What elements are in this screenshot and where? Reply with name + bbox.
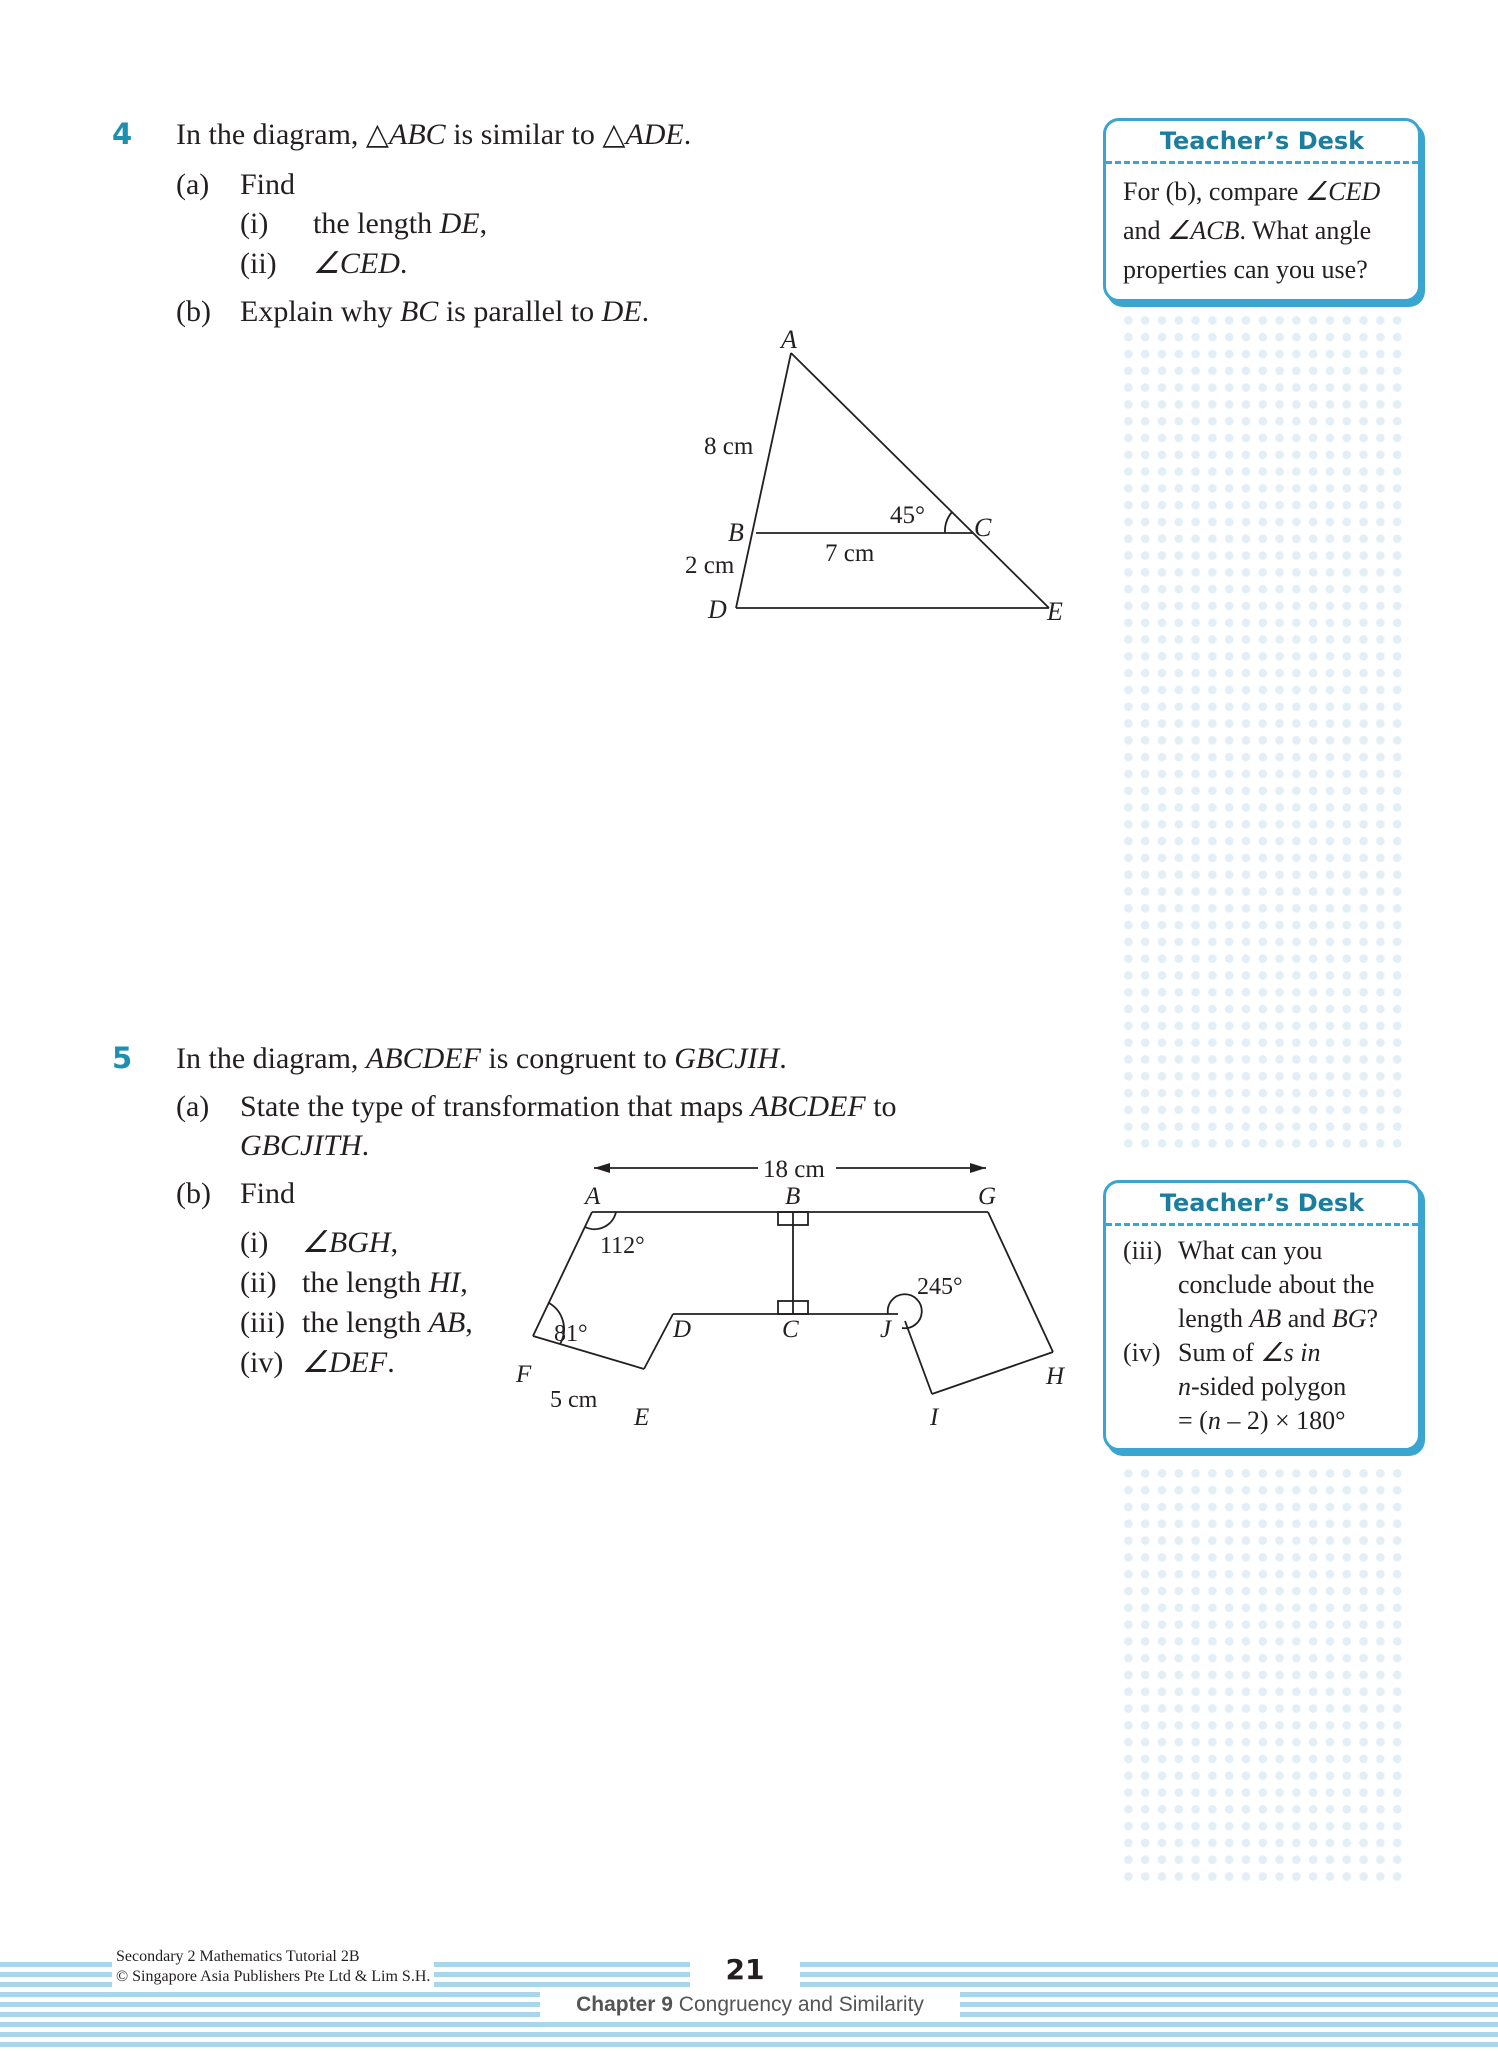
stem-text: is congruent to (480, 1042, 675, 1075)
chapter-label: Chapter 9 (576, 1993, 673, 2016)
vertex-label-i: I (930, 1404, 939, 1431)
vertex-label-e: E (1047, 597, 1063, 626)
part-text: , (390, 1226, 399, 1259)
note-line (1178, 1404, 1346, 1438)
tip-text: – 2) × 180° (1220, 1406, 1346, 1435)
question-5-stem (176, 1044, 787, 1074)
sidebar-dot-pattern-top (1120, 312, 1402, 1150)
tip-var: ∠CED (1304, 177, 1381, 206)
question-4a-ii-label: (ii) (240, 247, 277, 280)
vertex-label-j: J (880, 1316, 892, 1343)
question-5b-i-text (302, 1228, 398, 1258)
question-5b-i-label: (i) (240, 1226, 269, 1259)
stem-var: GBCJIH (674, 1042, 780, 1075)
note-label: (iv) (1123, 1338, 1161, 1367)
note-line: conclude about the (1178, 1270, 1375, 1299)
page-number: 21 (690, 1951, 800, 1989)
angle-f-label: 81° (554, 1321, 588, 1347)
part-text: . (361, 1129, 370, 1162)
edge-gh (988, 1212, 1053, 1352)
part-text: Explain why (240, 295, 400, 328)
question-5a-label: (a) (176, 1090, 210, 1123)
vertex-label-a: A (781, 325, 797, 354)
question-4a-i-label: (i) (240, 207, 269, 240)
stem-text: . (779, 1042, 787, 1075)
edge-ed (644, 1314, 673, 1369)
question-5b-iv-text (302, 1348, 395, 1378)
part-text: , (479, 207, 488, 240)
length-bd: 2 cm (685, 552, 735, 579)
stem-text: . (683, 118, 692, 151)
tip-text: Sum of (1178, 1338, 1261, 1367)
stem-text: In the diagram, (176, 1042, 366, 1075)
angle-c-label: 45° (890, 502, 925, 529)
length-ab: 8 cm (704, 433, 754, 460)
tip-var: n (1178, 1372, 1191, 1401)
part-text: the length (313, 207, 440, 240)
edge-fe (533, 1336, 644, 1369)
teachers-desk-note-iii (1123, 1234, 1408, 1336)
part-text: , (460, 1266, 468, 1299)
chapter-heading (540, 1990, 960, 2020)
tip-text: = ( (1178, 1406, 1208, 1435)
note-line (1178, 1370, 1346, 1404)
tip-text: -sided polygon (1191, 1372, 1347, 1401)
teachers-desk-box-1 (1103, 118, 1421, 302)
part-var: GBCJITH (240, 1129, 362, 1162)
teachers-desk-box-2 (1103, 1180, 1421, 1451)
part-var: HI (428, 1266, 461, 1299)
note-label: (iii) (1123, 1236, 1162, 1265)
part-text: State the type of transformation that maps (240, 1090, 751, 1123)
angle-arc-a (585, 1212, 616, 1229)
footer-book-title: Secondary 2 Mathematics Tutorial 2B (116, 1948, 360, 1965)
question-5-number: 5 (112, 1041, 133, 1075)
vertex-label-e: E (634, 1404, 650, 1431)
teachers-desk-title: Teacher’s Desk (1106, 121, 1418, 164)
question-4a-ii-text (313, 249, 407, 279)
tip-var: BG (1331, 1304, 1367, 1333)
tip-text: and (1123, 216, 1168, 245)
part-var: ∠BGH (302, 1226, 391, 1259)
length-fe: 5 cm (550, 1387, 598, 1413)
footer-credits (112, 1947, 434, 1989)
angle-arc-c (945, 512, 952, 533)
tip-text: length (1178, 1304, 1250, 1333)
question-4a-text: Find (240, 168, 296, 201)
angle-j-label: 245° (917, 1274, 963, 1300)
tip-var: ∠ACB (1167, 216, 1240, 245)
question-5b-iv-label: (iv) (240, 1346, 284, 1379)
question-5b-iii-text (302, 1308, 473, 1338)
part-text: . (387, 1346, 395, 1379)
question-5b-ii-text (302, 1268, 468, 1298)
teachers-desk-line: properties can you use? (1123, 255, 1368, 284)
question-4-number: 4 (112, 117, 133, 151)
line-ae (791, 353, 1049, 608)
part-text: to (865, 1090, 897, 1123)
edge-ij (905, 1321, 932, 1394)
part-var: ∠CED (313, 247, 400, 280)
stem-var: ABC (389, 118, 446, 151)
tip-var: n (1207, 1406, 1221, 1435)
note-line (1178, 1302, 1378, 1336)
vertex-label-a: A (585, 1183, 601, 1210)
teachers-desk-line (1123, 172, 1408, 211)
part-var: AB (428, 1306, 466, 1339)
edge-hi (932, 1352, 1053, 1394)
stem-text: is similar to △ (445, 118, 626, 151)
tip-var: AB (1249, 1304, 1282, 1333)
triangle-diagram (660, 320, 1100, 630)
question-5b-text: Find (240, 1177, 296, 1210)
question-4-stem (176, 120, 691, 150)
part-text: the length (302, 1266, 429, 1299)
vertex-label-d: D (673, 1316, 692, 1343)
part-var: ∠DEF (302, 1346, 388, 1379)
part-text: . (641, 295, 650, 328)
arrowhead-left (594, 1163, 610, 1173)
tip-text: ? (1366, 1304, 1379, 1333)
vertex-label-c: C (782, 1316, 799, 1343)
question-4b-label: (b) (176, 295, 211, 328)
part-text: . (399, 247, 408, 280)
stem-var: ABCDEF (365, 1042, 481, 1075)
part-text: , (465, 1306, 473, 1339)
sidebar-dot-pattern-bottom (1120, 1465, 1402, 1885)
dimension-label: 18 cm (763, 1156, 825, 1183)
part-var: DE (439, 207, 480, 240)
stem-var: ADE (625, 118, 684, 151)
note-text (1178, 1234, 1378, 1336)
teachers-desk-title: Teacher’s Desk (1106, 1183, 1418, 1226)
teachers-desk-body (1106, 1226, 1418, 1448)
footer-copyright: © Singapore Asia Publishers Pte Ltd & Lim S.H. (116, 1968, 431, 1985)
teachers-desk-note-iv (1123, 1336, 1408, 1438)
line-ad (736, 353, 791, 608)
part-text: the length (302, 1306, 429, 1339)
arrowhead-right (970, 1163, 986, 1173)
part-text: is parallel to (438, 295, 602, 328)
chapter-title: Congruency and Similarity (678, 1993, 924, 2016)
tip-text: and (1281, 1304, 1332, 1333)
note-line (1178, 1336, 1346, 1370)
teachers-desk-line (1123, 211, 1408, 250)
question-5b-label: (b) (176, 1177, 211, 1210)
teachers-desk-body (1106, 164, 1418, 299)
vertex-label-d: D (708, 595, 727, 624)
vertex-label-f: F (516, 1361, 532, 1388)
part-var: BC (399, 295, 439, 328)
question-5a-text-line2 (240, 1131, 369, 1161)
tip-text: . What angle (1239, 216, 1372, 245)
part-var: ABCDEF (750, 1090, 866, 1123)
note-line: What can you (1178, 1236, 1323, 1265)
vertex-label-h: H (1046, 1363, 1065, 1390)
vertex-label-b: B (785, 1183, 801, 1210)
question-4b-text (240, 297, 649, 327)
tip-var: ∠s in (1260, 1338, 1321, 1367)
stem-text: In the diagram, △ (176, 118, 390, 151)
vertex-label-c: C (974, 513, 992, 542)
tip-text: For (b), compare (1123, 177, 1305, 206)
angle-a-label: 112° (600, 1233, 645, 1259)
vertex-label-b: B (728, 518, 744, 547)
note-text (1178, 1336, 1346, 1438)
question-4a-i-text (313, 209, 487, 239)
length-bc: 7 cm (825, 540, 875, 567)
polygon-diagram (510, 1150, 1080, 1440)
vertex-label-g: G (978, 1183, 997, 1210)
question-5b-ii-label: (ii) (240, 1266, 277, 1299)
question-4a-label: (a) (176, 168, 210, 201)
question-5a-text (240, 1092, 897, 1122)
question-5b-iii-label: (iii) (240, 1306, 285, 1339)
part-var: DE (601, 295, 642, 328)
